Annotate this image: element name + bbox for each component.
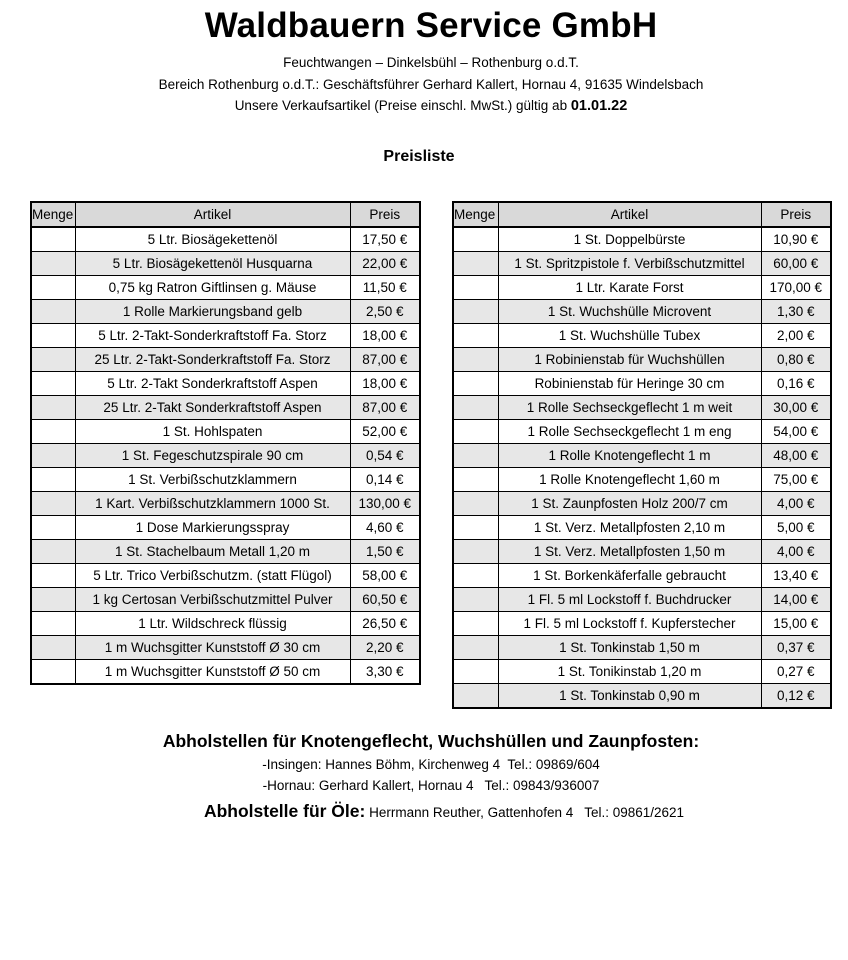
quantity-cell[interactable] [31, 540, 75, 564]
table-row [453, 396, 831, 420]
table-row [453, 227, 831, 252]
quantity-cell[interactable] [453, 372, 498, 396]
table-header-row [31, 202, 420, 227]
price-cell: 52,00 € [350, 420, 420, 444]
table-header-row [453, 202, 831, 227]
article-cell: 1 Rolle Markierungsband gelb [75, 300, 350, 324]
validity-date: 01.01.22 [570, 98, 628, 114]
quantity-cell[interactable] [453, 516, 498, 540]
quantity-cell[interactable] [453, 324, 498, 348]
pickup-hornau: -Hornau: Gerhard Kallert, Hornau 4 Tel.: 09843/936007 [262, 778, 600, 793]
article-cell: 1 Fl. 5 ml Lockstoff f. Kupferstecher [498, 612, 761, 636]
price-cell: 0,16 € [761, 372, 831, 396]
quantity-cell[interactable] [453, 492, 498, 516]
article-cell: 1 St. Borkenkäferfalle gebraucht [498, 564, 761, 588]
quantity-cell[interactable] [31, 612, 75, 636]
pickup-heading: Abholstellen für Knotengeflecht, Wuchshüllen und Zaunpfosten: [162, 731, 700, 751]
quantity-cell[interactable] [31, 444, 75, 468]
quantity-cell[interactable] [453, 540, 498, 564]
header-artikel: Artikel [498, 202, 761, 227]
table-row [31, 276, 420, 300]
price-table-right [452, 201, 832, 709]
quantity-cell[interactable] [31, 227, 75, 252]
table-row [453, 612, 831, 636]
price-cell: 14,00 € [761, 588, 831, 612]
article-cell: 1 St. Wuchshülle Tubex [498, 324, 761, 348]
table-row [453, 588, 831, 612]
quantity-cell[interactable] [31, 372, 75, 396]
article-cell: 0,75 kg Ratron Giftlinsen g. Mäuse [75, 276, 350, 300]
article-cell: 1 Fl. 5 ml Lockstoff f. Buchdrucker [498, 588, 761, 612]
table-row [453, 636, 831, 660]
quantity-cell[interactable] [31, 252, 75, 276]
company-title: Waldbauern Service GmbH [204, 6, 658, 45]
article-cell: 5 Ltr. Biosägekettenöl [75, 227, 350, 252]
article-cell: 1 kg Certosan Verbißschutzmittel Pulver [75, 588, 350, 612]
quantity-cell[interactable] [31, 396, 75, 420]
price-cell: 0,80 € [761, 348, 831, 372]
article-cell: 1 Dose Markierungsspray [75, 516, 350, 540]
table-row [453, 516, 831, 540]
article-cell: 5 Ltr. Biosägekettenöl Husquarna [75, 252, 350, 276]
price-cell: 26,50 € [350, 612, 420, 636]
quantity-cell[interactable] [453, 227, 498, 252]
price-cell: 170,00 € [761, 276, 831, 300]
table-row [31, 492, 420, 516]
article-cell: 1 m Wuchsgitter Kunststoff Ø 50 cm [75, 660, 350, 685]
table-row [31, 396, 420, 420]
table-row [31, 516, 420, 540]
price-cell: 2,50 € [350, 300, 420, 324]
table-row [31, 372, 420, 396]
quantity-cell[interactable] [31, 636, 75, 660]
pickup-insingen: -Insingen: Hannes Böhm, Kirchenweg 4 Tel.: 09869/604 [262, 757, 600, 772]
article-cell: 1 St. Tonkinstab 0,90 m [498, 684, 761, 709]
quantity-cell[interactable] [453, 348, 498, 372]
article-cell: 1 Robinienstab für Wuchshüllen [498, 348, 761, 372]
quantity-cell[interactable] [453, 588, 498, 612]
quantity-cell[interactable] [31, 348, 75, 372]
quantity-cell[interactable] [453, 660, 498, 684]
price-cell: 1,30 € [761, 300, 831, 324]
price-cell: 22,00 € [350, 252, 420, 276]
table-row [31, 348, 420, 372]
header-preis: Preis [761, 202, 831, 227]
table-row [453, 276, 831, 300]
price-cell: 58,00 € [350, 564, 420, 588]
validity-text: Unsere Verkaufsartikel (Preise einschl. MwSt.) gültig ab [234, 98, 568, 113]
table-row [31, 636, 420, 660]
manager-line: Bereich Rothenburg o.d.T.: Geschäftsführer Gerhard Kallert, Hornau 4, 91635 Windelsbach [158, 77, 704, 92]
price-cell: 3,30 € [350, 660, 420, 685]
table-row [31, 252, 420, 276]
article-cell: 1 St. Verz. Metallpfosten 1,50 m [498, 540, 761, 564]
table-row [453, 492, 831, 516]
quantity-cell[interactable] [453, 612, 498, 636]
price-table-left [30, 201, 421, 685]
price-cell: 0,27 € [761, 660, 831, 684]
article-cell: 1 St. Hohlspaten [75, 420, 350, 444]
quantity-cell[interactable] [31, 324, 75, 348]
quantity-cell[interactable] [31, 300, 75, 324]
article-cell: 1 St. Verbißschutzklammern [75, 468, 350, 492]
article-cell: 1 St. Verz. Metallpfosten 2,10 m [498, 516, 761, 540]
table-row [453, 252, 831, 276]
table-row [453, 684, 831, 709]
price-cell: 54,00 € [761, 420, 831, 444]
table-row [31, 420, 420, 444]
price-cell: 30,00 € [761, 396, 831, 420]
price-cell: 13,40 € [761, 564, 831, 588]
price-cell: 0,14 € [350, 468, 420, 492]
article-cell: 5 Ltr. 2-Takt Sonderkraftstoff Aspen [75, 372, 350, 396]
price-list-heading: Preisliste [383, 148, 455, 165]
table-row [31, 468, 420, 492]
quantity-cell[interactable] [453, 684, 498, 709]
quantity-cell[interactable] [453, 636, 498, 660]
quantity-cell[interactable] [453, 252, 498, 276]
table-row [453, 540, 831, 564]
article-cell: 1 Rolle Knotengeflecht 1 m [498, 444, 761, 468]
price-cell: 4,00 € [761, 540, 831, 564]
article-cell: 1 Rolle Sechseckgeflecht 1 m weit [498, 396, 761, 420]
table-row [453, 348, 831, 372]
article-cell: 1 Ltr. Karate Forst [498, 276, 761, 300]
article-cell: 25 Ltr. 2-Takt Sonderkraftstoff Aspen [75, 396, 350, 420]
article-cell: 1 Rolle Sechseckgeflecht 1 m eng [498, 420, 761, 444]
price-cell: 4,00 € [761, 492, 831, 516]
article-cell: 1 St. Zaunpfosten Holz 200/7 cm [498, 492, 761, 516]
article-cell: 1 St. Fegeschutzspirale 90 cm [75, 444, 350, 468]
price-cell: 11,50 € [350, 276, 420, 300]
price-cell: 75,00 € [761, 468, 831, 492]
table-row [31, 564, 420, 588]
price-cell: 60,00 € [761, 252, 831, 276]
price-cell: 1,50 € [350, 540, 420, 564]
header-artikel: Artikel [75, 202, 350, 227]
price-cell: 2,20 € [350, 636, 420, 660]
article-cell: 1 St. Doppelbürste [498, 227, 761, 252]
price-cell: 17,50 € [350, 227, 420, 252]
table-row [453, 660, 831, 684]
price-cell: 5,00 € [761, 516, 831, 540]
price-cell: 87,00 € [350, 396, 420, 420]
price-cell: 48,00 € [761, 444, 831, 468]
oil-pickup-text: Herrmann Reuther, Gattenhofen 4 Tel.: 09861/2621 [365, 805, 685, 820]
table-row [31, 540, 420, 564]
quantity-cell[interactable] [453, 420, 498, 444]
header-menge: Menge [31, 202, 75, 227]
table-row [31, 660, 420, 685]
locations-line: Feuchtwangen – Dinkelsbühl – Rothenburg o.d.T. [283, 55, 579, 70]
price-cell: 87,00 € [350, 348, 420, 372]
price-cell: 130,00 € [350, 492, 420, 516]
price-cell: 0,12 € [761, 684, 831, 709]
table-row [31, 324, 420, 348]
price-cell: 0,54 € [350, 444, 420, 468]
article-cell: 1 St. Stachelbaum Metall 1,20 m [75, 540, 350, 564]
price-cell: 2,00 € [761, 324, 831, 348]
article-cell: 5 Ltr. Trico Verbißschutzm. (statt Flügol) [75, 564, 350, 588]
article-cell: 1 m Wuchsgitter Kunststoff Ø 30 cm [75, 636, 350, 660]
article-cell: 1 St. Tonkinstab 1,50 m [498, 636, 761, 660]
table-row [453, 324, 831, 348]
header-preis: Preis [350, 202, 420, 227]
price-cell: 18,00 € [350, 372, 420, 396]
price-cell: 0,37 € [761, 636, 831, 660]
article-cell: Robinienstab für Heringe 30 cm [498, 372, 761, 396]
quantity-cell[interactable] [453, 564, 498, 588]
table-row [453, 420, 831, 444]
quantity-cell[interactable] [31, 660, 75, 685]
quantity-cell[interactable] [453, 300, 498, 324]
quantity-cell[interactable] [453, 276, 498, 300]
quantity-cell[interactable] [31, 420, 75, 444]
quantity-cell[interactable] [31, 492, 75, 516]
article-cell: 5 Ltr. 2-Takt-Sonderkraftstoff Fa. Storz [75, 324, 350, 348]
table-row [31, 227, 420, 252]
table-row [31, 300, 420, 324]
price-cell: 60,50 € [350, 588, 420, 612]
article-cell: 1 St. Spritzpistole f. Verbißschutzmittel [498, 252, 761, 276]
quantity-cell[interactable] [453, 468, 498, 492]
table-row [31, 588, 420, 612]
article-cell: 1 St. Tonikinstab 1,20 m [498, 660, 761, 684]
article-cell: 1 Ltr. Wildschreck flüssig [75, 612, 350, 636]
price-cell: 15,00 € [761, 612, 831, 636]
quantity-cell[interactable] [453, 444, 498, 468]
table-row [31, 444, 420, 468]
price-cell: 4,60 € [350, 516, 420, 540]
article-cell: 25 Ltr. 2-Takt-Sonderkraftstoff Fa. Storz [75, 348, 350, 372]
validity-line [0, 98, 848, 114]
quantity-cell[interactable] [31, 516, 75, 540]
table-row [453, 564, 831, 588]
table-row [453, 444, 831, 468]
article-cell: 1 Kart. Verbißschutzklammern 1000 St. [75, 492, 350, 516]
price-cell: 18,00 € [350, 324, 420, 348]
article-cell: 1 St. Wuchshülle Microvent [498, 300, 761, 324]
header-menge: Menge [453, 202, 498, 227]
article-cell: 1 Rolle Knotengeflecht 1,60 m [498, 468, 761, 492]
quantity-cell[interactable] [31, 564, 75, 588]
price-cell: 10,90 € [761, 227, 831, 252]
oil-pickup-label: Abholstelle für Öle: [203, 801, 366, 821]
quantity-cell[interactable] [31, 276, 75, 300]
table-row [453, 300, 831, 324]
oil-pickup-line [0, 801, 848, 822]
table-row [31, 612, 420, 636]
quantity-cell[interactable] [31, 468, 75, 492]
table-row [453, 468, 831, 492]
table-row [453, 372, 831, 396]
quantity-cell[interactable] [31, 588, 75, 612]
quantity-cell[interactable] [453, 396, 498, 420]
